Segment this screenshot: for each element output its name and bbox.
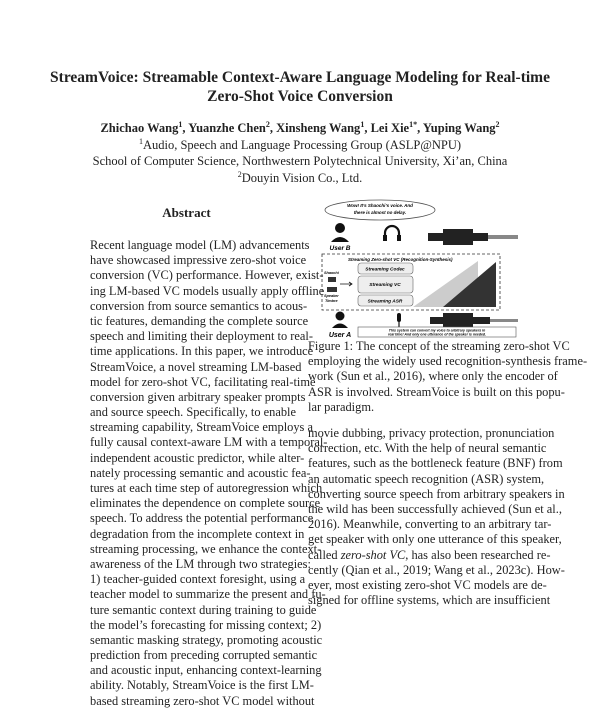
speaker-timbre-icon (327, 287, 337, 292)
speaker-timbre-label: Timbre (325, 299, 338, 303)
asr-label: Streaming ASR (367, 299, 403, 305)
text-line: movie dubbing, privacy protection, pronunciation (308, 426, 555, 440)
author-list: Zhichao Wang$^1$, Yuanzhe Chen$^2$, Xinsheng Wang$^1$, Lei Xie$^{1*}$, Yuping Wang$^2$ (100, 120, 500, 136)
text-line: signed for offline systems, which are insufficient (308, 593, 551, 608)
text-line: lar paradigm. (308, 399, 375, 414)
text-line: and acoustic input, enhancing context-learning (90, 663, 322, 678)
title-line-2: Zero-Shot Voice Conversion (207, 88, 393, 105)
text-line: correction, etc. With the help of neural semantic (308, 441, 547, 456)
text-line: StreamVoice, a novel streaming LM-based (90, 359, 302, 374)
abstract-heading: Abstract (162, 205, 211, 220)
text-line: ture semantic context during training to guide (90, 602, 317, 617)
speaker-timbre-label: Speaker (324, 294, 339, 298)
text-line: work (Sun et al., 2016), where only the encoder of (308, 369, 558, 384)
text-line: cently (Qian et al., 2019; Wang et al., 2023c). How- (308, 562, 565, 577)
vc-label: Streaming VC (369, 283, 401, 288)
text-line: ASR is involved. StreamVoice is built on this popu- (308, 384, 565, 399)
text-line: semantic masking strategy, promoting acoustic (90, 632, 323, 647)
user-b-label: User B (329, 245, 351, 252)
text-line: features, such as the bottleneck feature (BNF) from (308, 456, 563, 471)
affiliation: $^1$Audio, Speech and Language Processing Group (ASLP@NPU) (138, 137, 462, 153)
figure-1 (318, 199, 518, 339)
introduction-text (308, 426, 565, 608)
text-line: streaming capability, StreamVoice employs a (90, 420, 313, 435)
text-line: 2016). Meanwhile, converting to an arbitrary tar- (308, 517, 552, 532)
user-a-label: User A (328, 332, 352, 339)
bubble-top-line: there is almost no delay. (353, 210, 407, 215)
affiliation: $^2$Douyin Vision Co., Ltd. (237, 170, 363, 186)
speaker-prompt-icon (328, 277, 336, 282)
arrow-icon (340, 282, 352, 286)
text-line: ability. Notably, StreamVoice is the first LM- (90, 678, 314, 693)
text-line: get speaker with only one utterance of this speaker, (308, 532, 562, 547)
text-line: 1) teacher-guided context foresight, using a (90, 572, 306, 587)
text-line: employing the widely used recognition-synthesis frame- (308, 354, 588, 369)
text-line: tures at each time step of autoregression which (90, 481, 323, 495)
bubble-top-line: Wow! It’s Shaochi’s voice. And (347, 203, 413, 208)
text-line: Recent language model (LM) advancements (90, 238, 310, 252)
microphone-icon (396, 313, 402, 329)
text-line: the model’s forecasting for missing context; 2) (90, 617, 322, 632)
text-line: have showcased impressive zero-shot voice (90, 253, 307, 268)
headphones-icon (383, 226, 401, 241)
text-line: Figure 1: The concept of the streaming zero-shot VC (308, 339, 570, 353)
text-line: speech and limiting their deployment to real- (90, 329, 313, 344)
text-line: converting source speech from arbitrary speakers in (308, 486, 565, 501)
text-line: the wild has been successfully achieved (Sun et al., (308, 501, 562, 516)
text-line: conversion from source semantics to acous- (90, 298, 308, 313)
text-line: prediction from preceding corrupted semantic (90, 648, 318, 663)
text-line: conversion given arbitrary speaker prompts (90, 389, 306, 404)
text-line: ever, most existing zero-shot VC models are de- (308, 577, 547, 592)
waveform-input (430, 313, 518, 328)
user-b-icon (331, 223, 349, 242)
text-line: streaming processing, we enhance the context- (90, 541, 322, 556)
text-line: model for zero-shot VC, facilitating real-time (90, 374, 316, 389)
prompt-speaker-name: Shaochi (324, 271, 339, 275)
abstract-text (90, 238, 328, 709)
text-line: conversion (VC) performance. However, exist- (90, 268, 324, 283)
text-line: fully causal context-aware LM with a temporal- (90, 435, 328, 450)
author: Yuanzhe Chen$^2$ (188, 120, 270, 136)
title-line-1: StreamVoice: Streamable Context-Aware Language Modeling for Real-time (50, 69, 550, 86)
text-line: based streaming zero-shot VC model without (90, 693, 315, 708)
user-a-icon (332, 312, 348, 329)
bubble-bottom-line: This system can convert my voice to arbitrary speakers in (388, 328, 486, 333)
author: Xinsheng Wang$^1$ (276, 120, 365, 136)
text-line: ing LM-based VC models usually apply offline (90, 283, 325, 298)
author: Lei Xie$^{1*}$ (370, 120, 418, 136)
text-line: tic features, demanding the complete source (90, 313, 309, 328)
bubble-bottom-line: real time! And only one utterance of the speaker is needed. (387, 332, 487, 337)
text-line: called zero-shot VC, has also been researched re- (308, 547, 551, 562)
paper-title (0, 68, 600, 106)
waveform-output (428, 229, 518, 245)
affiliation: School of Computer Science, Northwestern Polytechnical University, Xi’an, China (92, 154, 508, 168)
text-line: awareness of the LM through two strategies: (90, 556, 311, 571)
text-line: nately processing semantic and acoustic fea- (90, 465, 311, 480)
text-line: speech. To address the potential performance (90, 511, 314, 526)
figure-caption (308, 339, 588, 415)
text-line: teacher model to summarize the present and fu- (90, 587, 326, 602)
text-line: eliminates the dependence on complete source (90, 496, 321, 511)
text-line: an automatic speech recognition (ASR) system, (308, 471, 545, 486)
text-line: and source speech. Specifically, to enable (90, 405, 296, 420)
box-title: Streaming Zero-shot VC (Recognition-Synthesis) (348, 257, 453, 262)
author: Zhichao Wang$^1$ (100, 120, 183, 136)
codec-label: Streaming Codec (365, 267, 405, 273)
text-line: time applications. In this paper, we introduce (90, 344, 314, 359)
text-line: degradation from the incomplete context in (90, 526, 305, 541)
text-line: independent acoustic predictor, while alter- (90, 450, 305, 465)
author: Yuping Wang$^2$ (422, 120, 500, 136)
